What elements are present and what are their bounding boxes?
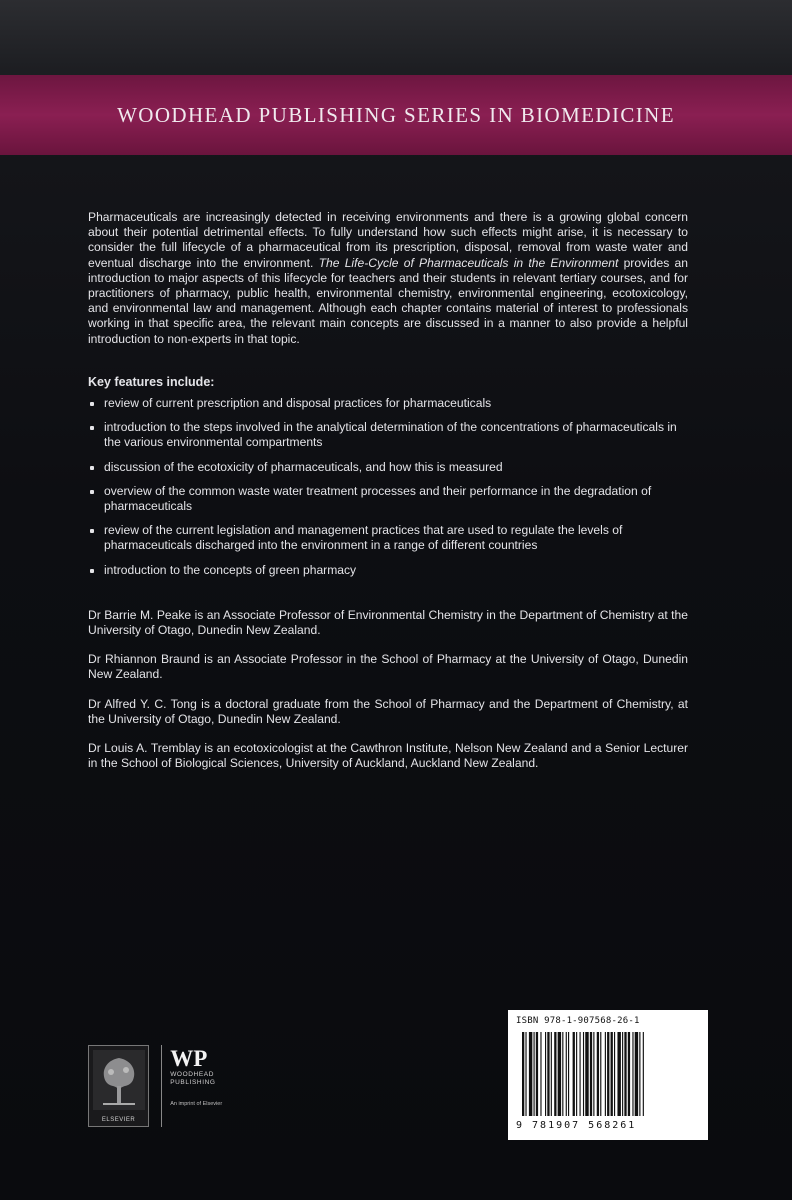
feature-item: discussion of the ecotoxicity of pharmaceuticals, and how this is measured xyxy=(88,460,688,475)
barcode-bar xyxy=(607,1032,609,1116)
feature-item: introduction to the steps involved in the analytical determination of the concentrations of pharmaceuticals in the various environmental compartments xyxy=(88,420,688,450)
key-features-list xyxy=(88,396,688,578)
feature-item: overview of the common waste water treatment processes and their performance in the degradation of pharmaceuticals xyxy=(88,484,688,514)
feature-item: review of the current legislation and management practices that are used to regulate the levels of pharmaceuticals discharged into the environment in a range of different countries xyxy=(88,523,688,553)
barcode-bar xyxy=(536,1032,538,1116)
elsevier-label: ELSEVIER xyxy=(101,1117,136,1123)
barcode-panel xyxy=(508,1010,708,1140)
barcode-bar xyxy=(611,1032,613,1116)
barcode-bar xyxy=(614,1032,615,1116)
barcode-bar xyxy=(617,1032,620,1116)
author-bio: Dr Rhiannon Braund is an Associate Professor in the School of Pharmacy at the University of Otago, Dunedin New Zealand. xyxy=(88,652,688,682)
barcode-bar xyxy=(605,1032,606,1116)
author-bio: Dr Barrie M. Peake is an Associate Professor of Environmental Chemistry in the Department of Chemistry at the University of Otago, Dunedin New Zealand. xyxy=(88,607,688,638)
wp-name-line1: WOODHEAD xyxy=(170,1071,214,1078)
wp-tagline: An imprint of Elsevier xyxy=(170,1101,223,1107)
barcode-bar xyxy=(551,1032,552,1116)
description-part2: provides an introduction to major aspects of this lifecycle for teachers and their students in relevant tertiary courses, and for practitioners of pharmacy, public health, environmental chemistry, environmental engineering, ecotoxicology, and environmental law and management. Although each chapter contains material of interest to professionals working in that specific area, the relevant main concepts are discussed in a manner to also provide a helpful introduction to non-experts in that topic. xyxy=(88,255,688,346)
publisher-logos xyxy=(88,1045,328,1135)
barcode-bar xyxy=(639,1032,640,1116)
series-band xyxy=(0,75,792,155)
elsevier-logo xyxy=(88,1045,149,1127)
author-bio: Dr Louis A. Tremblay is an ecotoxicologist at the Cawthron Institute, Nelson New Zealand and a Senior Lecturer in the School of Biological Sciences, University of Auckland, Auckland New Zealand. xyxy=(88,741,688,771)
barcode-bar xyxy=(522,1032,524,1116)
book-title-inline: The Life-Cycle of Pharmaceuticals in the Environment xyxy=(318,255,619,270)
barcode-bar xyxy=(643,1032,644,1116)
barcode-bar xyxy=(635,1032,638,1116)
author-bios xyxy=(88,608,688,772)
barcode-bar xyxy=(597,1032,599,1116)
barcode-bar xyxy=(525,1032,526,1116)
barcode-graphic xyxy=(520,1032,696,1116)
key-features-heading: Key features include: xyxy=(88,374,215,389)
barcode-bar xyxy=(554,1032,556,1116)
barcode-bar xyxy=(576,1032,577,1116)
barcode-bar xyxy=(590,1032,592,1116)
barcode-bar xyxy=(583,1032,584,1116)
isbn-digits: 9 781907 568261 xyxy=(516,1120,637,1131)
barcode-bar xyxy=(573,1032,575,1116)
barcode-bar xyxy=(568,1032,569,1116)
barcode-bar xyxy=(628,1032,630,1116)
author-bio: Dr Alfred Y. C. Tong is a doctoral graduate from the School of Pharmacy and the Department of Chemistry, at the University of Otago, Dunedin New Zealand. xyxy=(88,696,688,726)
barcode-bar xyxy=(545,1032,546,1116)
woodhead-logo xyxy=(161,1045,328,1127)
barcode-bar xyxy=(600,1032,601,1116)
barcode-bar xyxy=(562,1032,563,1116)
isbn-label: ISBN 978-1-907568-26-1 xyxy=(516,1016,640,1026)
cover-content xyxy=(88,210,688,785)
wp-name-line2: PUBLISHING xyxy=(170,1079,216,1086)
barcode-bar xyxy=(624,1032,626,1116)
barcode-bar xyxy=(566,1032,567,1116)
barcode-bar xyxy=(632,1032,633,1116)
barcode-bar xyxy=(580,1032,581,1116)
barcode-bar xyxy=(547,1032,549,1116)
barcode-bar xyxy=(593,1032,594,1116)
feature-item: introduction to the concepts of green pharmacy xyxy=(88,563,688,578)
wp-mark: WP xyxy=(170,1046,208,1071)
description-part1: Pharmaceuticals are increasingly detected in receiving environments and there is a growing global concern about their potential detrimental effects. To fully understand how such effects might arise, it is necessary to consider the full lifecycle of a pharmaceutical from its prescription, disposal, removal from waste water and eventual discharge into the environment. xyxy=(88,210,688,270)
description-paragraph xyxy=(88,210,688,347)
series-title: WOODHEAD PUBLISHING SERIES IN BIOMEDICINE xyxy=(117,102,675,127)
barcode-bar xyxy=(585,1032,588,1116)
barcode-bar xyxy=(558,1032,561,1116)
barcode-bar xyxy=(622,1032,623,1116)
elsevier-tree-icon xyxy=(93,1050,145,1110)
barcode-bar xyxy=(540,1032,541,1116)
barcode-bar xyxy=(534,1032,535,1116)
feature-item: review of current prescription and disposal practices for pharmaceuticals xyxy=(88,396,688,411)
barcode-bar xyxy=(529,1032,532,1116)
